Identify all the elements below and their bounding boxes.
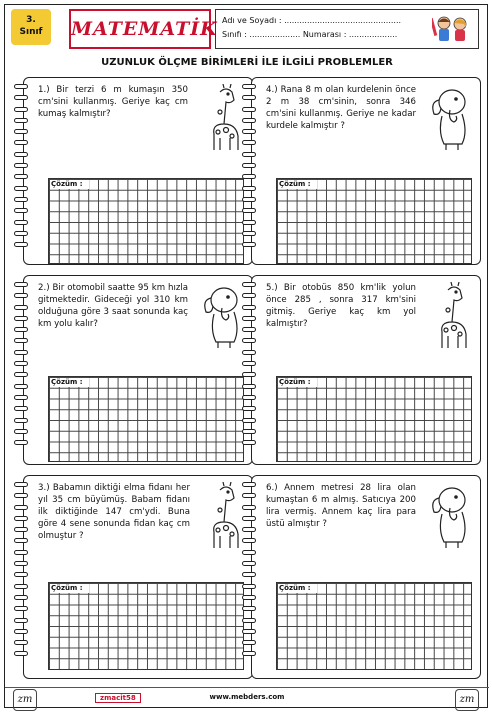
- spiral-ring: [242, 651, 256, 656]
- spiral-ring: [14, 372, 28, 377]
- worksheet: [4, 4, 488, 708]
- spiral-ring: [14, 572, 28, 577]
- spiral-ring: [14, 440, 28, 445]
- problem-text: 6.) Annem metresi 28 lira olan kumaştan 6 m almış. Satıcıya 200 lira vermiş. Annem kaç lira para üstü almıştır ?: [266, 483, 416, 529]
- spiral-ring: [14, 606, 28, 611]
- spiral-ring: [242, 129, 256, 134]
- spiral-ring: [242, 163, 256, 168]
- spiral-rings: [242, 282, 258, 451]
- solution-grid[interactable]: [48, 376, 244, 462]
- spiral-ring: [14, 84, 28, 89]
- grade-badge: [11, 9, 51, 45]
- spiral-ring: [242, 372, 256, 377]
- spiral-ring: [14, 482, 28, 487]
- spiral-ring: [14, 208, 28, 213]
- spiral-ring: [14, 651, 28, 656]
- website-link[interactable]: www.mebders.com: [209, 693, 285, 701]
- spiral-ring: [14, 174, 28, 179]
- problem-text: 4.) Rana 8 m olan kurdelenin önce 2 m 38 cm'sinin, sonra 346 cm'sini kullanmış. Geriye ne kadar kurdele kalmıştır ?: [266, 85, 416, 131]
- spiral-ring: [14, 418, 28, 423]
- spiral-ring: [242, 640, 256, 645]
- spiral-ring: [242, 384, 256, 389]
- giraffe-icon: [428, 282, 474, 352]
- spiral-ring: [14, 550, 28, 555]
- problem-text: 2.) Bir otomobil saatte 95 km hızla gitmektedir. Gideceği yol 310 km olduğuna göre 3 saat sonunda kaç km yolu kalır?: [38, 283, 188, 329]
- footer-divider: [5, 687, 489, 688]
- spiral-ring: [14, 327, 28, 332]
- spiral-ring: [242, 282, 256, 287]
- spiral-ring: [242, 584, 256, 589]
- solution-grid[interactable]: [276, 376, 472, 462]
- elephant-icon: [428, 84, 474, 154]
- spiral-ring: [242, 505, 256, 510]
- spiral-ring: [242, 629, 256, 634]
- grade-number: 3.: [26, 15, 36, 25]
- spiral-ring: [14, 595, 28, 600]
- spiral-ring: [242, 493, 256, 498]
- elephant-icon: [428, 482, 474, 552]
- solution-grid[interactable]: [276, 582, 472, 670]
- problem-panel-2: [23, 275, 253, 465]
- student-info-box: [215, 9, 479, 49]
- spiral-ring: [242, 152, 256, 157]
- spiral-ring: [14, 152, 28, 157]
- spiral-ring: [14, 140, 28, 145]
- spiral-ring: [14, 350, 28, 355]
- spiral-ring: [242, 572, 256, 577]
- spiral-ring: [14, 163, 28, 168]
- problem-panel-5: [251, 275, 481, 465]
- spiral-ring: [14, 538, 28, 543]
- spiral-ring: [242, 338, 256, 343]
- spiral-ring: [14, 316, 28, 321]
- problem-panel-6: [251, 475, 481, 679]
- spiral-ring: [242, 231, 256, 236]
- spiral-ring: [242, 350, 256, 355]
- elephant-icon: [200, 282, 246, 352]
- spiral-ring: [14, 95, 28, 100]
- spiral-ring: [14, 293, 28, 298]
- spiral-ring: [14, 584, 28, 589]
- spiral-ring: [242, 208, 256, 213]
- spiral-ring: [242, 538, 256, 543]
- spiral-ring: [14, 516, 28, 521]
- spiral-ring: [14, 561, 28, 566]
- grade-label: Sınıf: [19, 27, 43, 37]
- spiral-ring: [14, 186, 28, 191]
- spiral-ring: [242, 220, 256, 225]
- problem-text: 3.) Babamın diktiği elma fidanı her yıl 35 cm büyümüş. Babam fidanı ilk diktiğinde 147 cm'ydi. Buna göre 4 sene sonunda fidan kaç cm olmuştur ?: [38, 483, 190, 541]
- spiral-ring: [242, 327, 256, 332]
- spiral-rings: [14, 482, 30, 663]
- giraffe-icon: [200, 84, 246, 154]
- footer-logo-left: zm: [13, 689, 37, 711]
- spiral-ring: [242, 186, 256, 191]
- solution-grid[interactable]: [48, 178, 244, 264]
- problem-panel-4: [251, 77, 481, 265]
- giraffe-icon: [200, 482, 246, 552]
- spiral-ring: [242, 406, 256, 411]
- spiral-ring: [14, 406, 28, 411]
- spiral-ring: [242, 107, 256, 112]
- spiral-ring: [242, 418, 256, 423]
- spiral-ring: [14, 242, 28, 247]
- spiral-ring: [14, 220, 28, 225]
- problem-text: 1.) Bir terzi 6 m kumaşın 350 cm'sini kullanmış. Geriye kaç cm kumaş kalmıştır?: [38, 85, 188, 119]
- spiral-ring: [242, 550, 256, 555]
- spiral-ring: [242, 316, 256, 321]
- solution-label: Çözüm :: [51, 378, 89, 387]
- spiral-ring: [242, 242, 256, 247]
- spiral-ring: [242, 429, 256, 434]
- spiral-ring: [242, 293, 256, 298]
- spiral-ring: [242, 95, 256, 100]
- spiral-ring: [14, 384, 28, 389]
- spiral-ring: [14, 395, 28, 400]
- spiral-ring: [14, 231, 28, 236]
- solution-label: Çözüm :: [51, 584, 89, 593]
- class-number-line: Sınıfı : .................... Numarası : ...................: [222, 30, 398, 39]
- spiral-ring: [242, 174, 256, 179]
- spiral-ring: [242, 140, 256, 145]
- spiral-ring: [242, 527, 256, 532]
- spiral-ring: [242, 361, 256, 366]
- spiral-ring: [14, 197, 28, 202]
- spiral-ring: [14, 640, 28, 645]
- spiral-ring: [14, 618, 28, 623]
- subject-title: MATEMATİK: [69, 9, 211, 49]
- spiral-ring: [242, 197, 256, 202]
- spiral-ring: [14, 107, 28, 112]
- spiral-ring: [14, 361, 28, 366]
- children-icon: [432, 14, 472, 44]
- spiral-rings: [242, 84, 258, 253]
- spiral-ring: [242, 395, 256, 400]
- spiral-ring: [242, 618, 256, 623]
- spiral-ring: [242, 84, 256, 89]
- solution-label: Çözüm :: [279, 180, 317, 189]
- name-line: Adı ve Soyadı : ..............................................: [222, 16, 402, 25]
- solution-grid[interactable]: [276, 178, 472, 264]
- solution-grid[interactable]: [48, 582, 244, 670]
- solution-label: Çözüm :: [279, 378, 317, 387]
- spiral-ring: [14, 527, 28, 532]
- spiral-ring: [14, 629, 28, 634]
- spiral-ring: [242, 561, 256, 566]
- spiral-ring: [14, 129, 28, 134]
- page-title: UZUNLUK ÖLÇME BİRİMLERİ İLE İLGİLİ PROBLEMLER: [101, 57, 393, 68]
- spiral-ring: [242, 606, 256, 611]
- spiral-ring: [242, 305, 256, 310]
- spiral-rings: [14, 282, 30, 451]
- spiral-ring: [14, 118, 28, 123]
- spiral-ring: [242, 516, 256, 521]
- problem-text: 5.) Bir otobüs 850 km'lik yolun önce 285 , sonra 317 km'sini gitmiş. Geriye kaç km yol kalmıştır?: [266, 283, 416, 329]
- spiral-ring: [14, 429, 28, 434]
- spiral-ring: [242, 482, 256, 487]
- spiral-rings: [14, 84, 30, 253]
- spiral-ring: [242, 118, 256, 123]
- spiral-ring: [14, 282, 28, 287]
- solution-label: Çözüm :: [51, 180, 89, 189]
- spiral-ring: [14, 493, 28, 498]
- spiral-rings: [242, 482, 258, 663]
- problem-panel-1: [23, 77, 253, 265]
- solution-label: Çözüm :: [279, 584, 317, 593]
- problem-panel-3: [23, 475, 253, 679]
- spiral-ring: [14, 338, 28, 343]
- footer-logo-right: zm: [455, 689, 479, 711]
- spiral-ring: [14, 505, 28, 510]
- author-code: zmacit58: [95, 693, 141, 703]
- spiral-ring: [14, 305, 28, 310]
- spiral-ring: [242, 595, 256, 600]
- spiral-ring: [242, 440, 256, 445]
